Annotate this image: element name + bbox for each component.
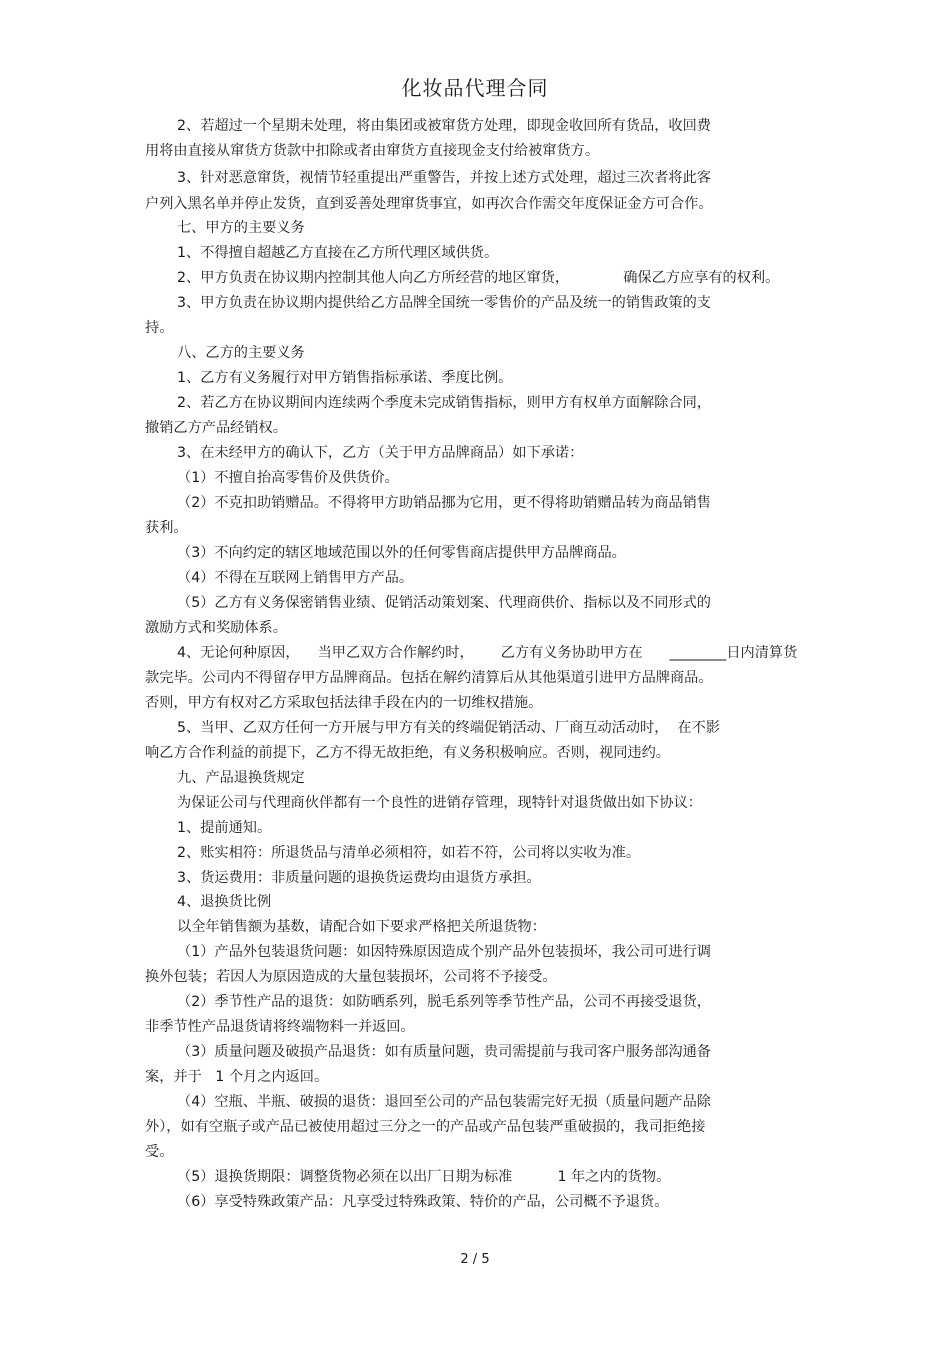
text-line: （6）享受特殊政策产品：凡享受过特殊政策、特价的产品，公司概不予退货。 — [177, 1194, 669, 1210]
text-line: （2）季节性产品的退货：如防晒系列，脱毛系列等季节性产品，公司不再接受退货， — [177, 994, 711, 1010]
text-line: 九、产品退换货规定 — [177, 770, 305, 786]
text-line: 1、不得擅自超越乙方直接在乙方所代理区域供货。 — [177, 245, 499, 261]
text-line: 1、提前通知。 — [177, 820, 272, 836]
text-line: 非季节性产品退货请将终端物料一并返回。 — [145, 1019, 415, 1035]
page-number: 2 / 5 — [460, 1252, 490, 1267]
text-line: 为保证公司与代理商伙伴都有一个良性的进销存管理，现特针对退货做出如下协议： — [177, 795, 702, 811]
text-line: 七、甲方的主要义务 — [177, 220, 305, 236]
text-line: 4、退换货比例 — [177, 894, 272, 910]
text-line: 3、甲方负责在协议期内提供给乙方品牌全国统一零售价的产品及统一的销售政策的支 — [177, 295, 711, 311]
text-line: 3、针对恶意窜货，视情节轻重提出严重警告，并按上述方式处理，超过三次者将此客 — [177, 170, 711, 186]
text-line: 3、在未经甲方的确认下，乙方（关于甲方品牌商品）如下承诺： — [177, 445, 584, 461]
text-line: 案，并于 1 个月之内返回。 — [145, 1069, 329, 1085]
text-line: （3）不向约定的辖区地域范围以外的任何零售商店提供甲方品牌商品。 — [177, 545, 626, 561]
text-line: 4、无论何种原因， 当甲乙双方合作解约时， 乙方有义务协助甲方在 ________日内清算货 — [177, 645, 798, 661]
text-line: （5）乙方有义务保密销售业绩、促销活动策划案、代理商供价、指标以及不同形式的 — [177, 595, 711, 611]
text-line: 2、若乙方在协议期间内连续两个季度未完成销售指标，则甲方有权单方面解除合同， — [177, 395, 711, 411]
text-line: 受。 — [145, 1144, 174, 1160]
text-line: 八、乙方的主要义务 — [177, 345, 305, 361]
text-line: 否则，甲方有权对乙方采取包括法律手段在内的一切维权措施。 — [145, 695, 543, 711]
text-line: 5、当甲、乙双方任何一方开展与甲方有关的终端促销活动、厂商互动活动时， 在不影 — [177, 720, 720, 736]
text-line: （2）不克扣助销赠品。不得将甲方助销品挪为它用，更不得将助销赠品转为商品销售 — [177, 495, 711, 511]
text-line: 户列入黑名单并停止发货，直到妥善处理窜货事宜，如再次合作需交年度保证金方可合作。 — [145, 196, 713, 212]
text-line: 激励方式和奖励体系。 — [145, 620, 287, 636]
text-line: 换外包装；若因人为原因造成的大量包装损坏，公司将不予接受。 — [145, 969, 557, 985]
text-line: （4）空瓶、半瓶、破损的退货：退回至公司的产品包装需完好无损（质量问题产品除 — [177, 1094, 711, 1110]
text-line: 3、货运费用：非质量问题的退换货运费均由退货方承担。 — [177, 870, 541, 886]
text-line: 2、甲方负责在协议期内控制其他人向乙方所经营的地区窜货， 确保乙方应享有的权利。 — [177, 270, 780, 286]
text-line: 获利。 — [145, 520, 188, 536]
text-line: 撤销乙方产品经销权。 — [145, 420, 287, 436]
text-line: 响乙方合作利益的前提下，乙方不得无故拒绝，有义务积极响应。否则，视同违约。 — [145, 745, 670, 761]
text-line: （4）不得在互联网上销售甲方产品。 — [177, 570, 414, 586]
text-line: 2、若超过一个星期未处理，将由集团或被窜货方处理，即现金收回所有货品，收回费 — [177, 118, 711, 134]
text-line: 款完毕。公司内不得留存甲方品牌商品。包括在解约清算后从其他渠道引进甲方品牌商品。 — [145, 670, 713, 686]
text-line: 持。 — [145, 320, 174, 336]
text-line: 1、乙方有义务履行对甲方销售指标承诺、季度比例。 — [177, 370, 513, 386]
text-line: 外），如有空瓶子或产品已被使用超过三分之一的产品或产品包装严重破损的，我司拒绝接 — [145, 1119, 706, 1135]
text-line: 以全年销售额为基数，请配合如下要求严格把关所退货物： — [177, 919, 546, 935]
text-line: 2、账实相符：所退货品与清单必须相符，如若不符，公司将以实收为准。 — [177, 845, 641, 861]
text-line: （1）不擅自抬高零售价及供货价。 — [177, 470, 399, 486]
text-line: （5）退换货期限：调整货物必须在以出厂日期为标准 1 年之内的货物。 — [177, 1169, 671, 1185]
text-line: （3）质量问题及破损产品退货：如有质量问题，贵司需提前与我司客户服务部沟通备 — [177, 1044, 711, 1060]
document-title: 化妆品代理合同 — [401, 76, 549, 100]
text-line: （1）产品外包装退货问题：如因特殊原因造成个别产品外包装损坏，我公司可进行调 — [177, 944, 711, 960]
text-line: 用将由直接从窜货方货款中扣除或者由窜货方直接现金支付给被窜货方。 — [145, 143, 600, 159]
